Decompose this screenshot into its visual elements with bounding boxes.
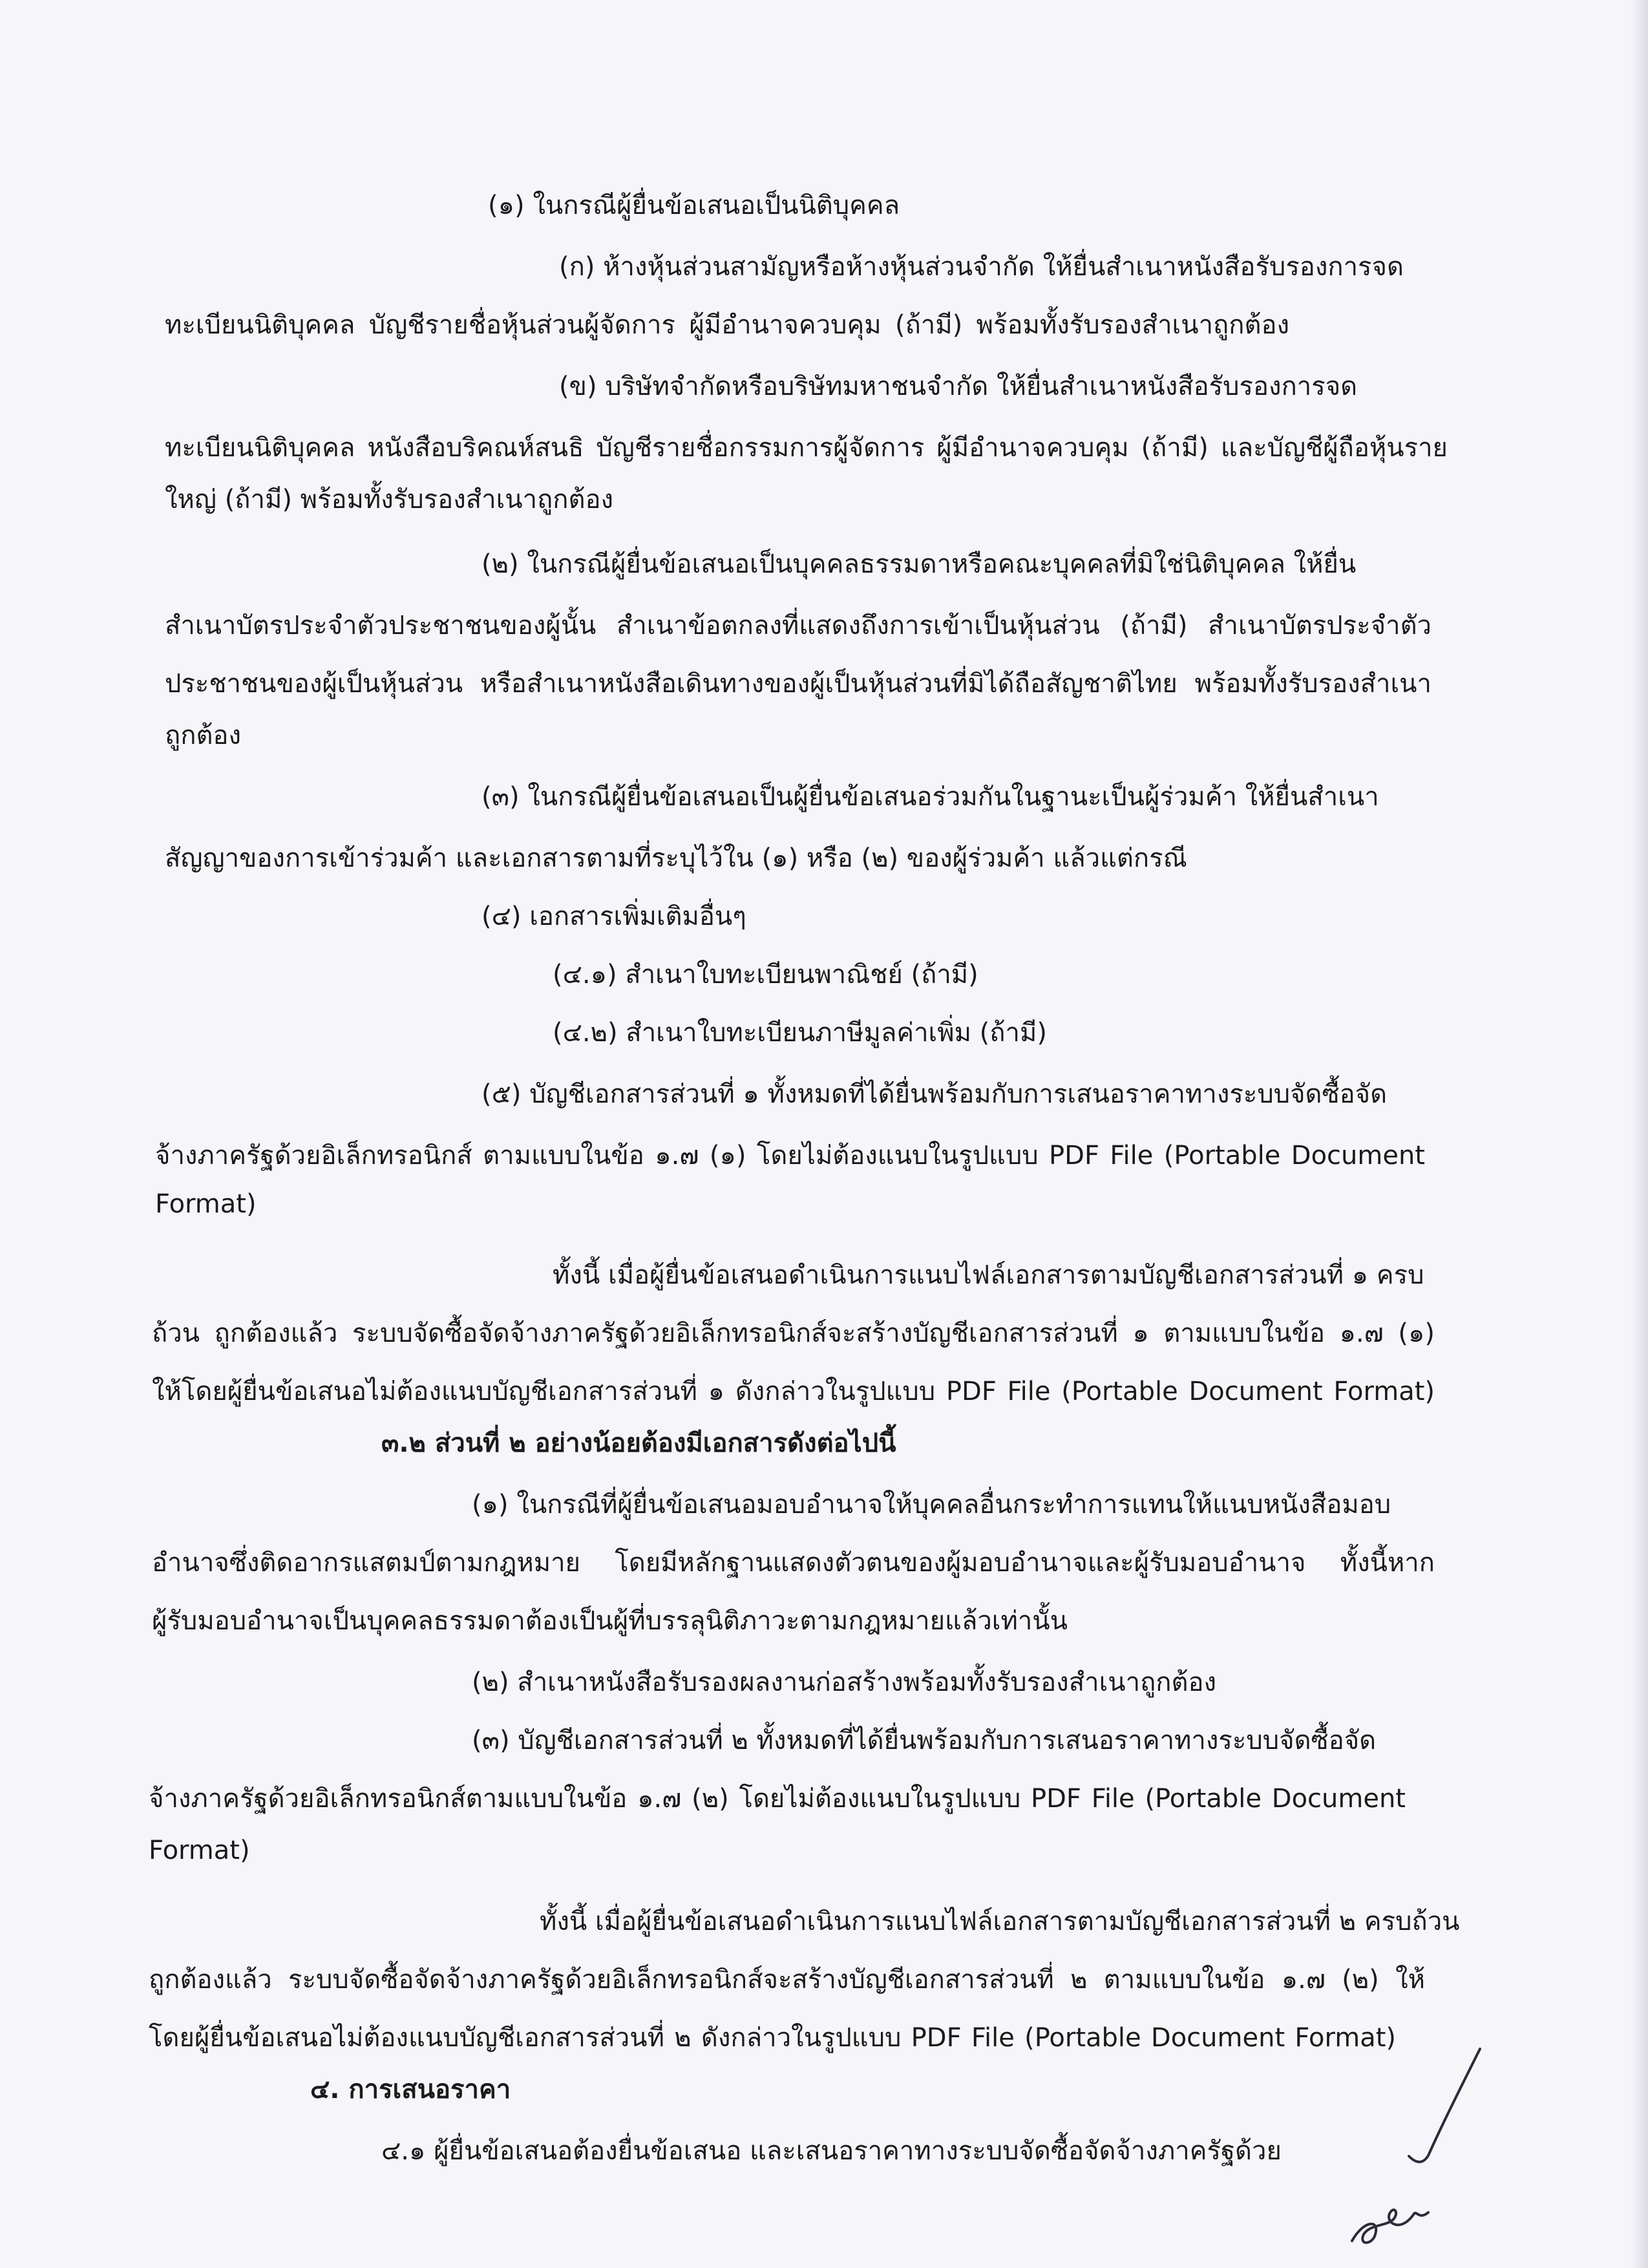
text-line: ผู้รับมอบอำนาจเป็นบุคคลธรรมดาต้องเป็นผู้ที่บรรลุนิติภาวะตามกฎหมายแล้วเท่านั้น	[152, 1606, 1068, 1636]
text-line: (๒) สำเนาหนังสือรับรองผลงานก่อสร้างพร้อมทั้งรับรองสำเนาถูกต้อง	[472, 1668, 1217, 1697]
text-line: ถูกต้องแล้ว ระบบจัดซื้อจัดจ้างภาครัฐด้วยอิเล็กทรอนิกส์จะสร้างบัญชีเอกสารส่วนที่ ๒ ตามแบบในข้อ ๑.๗ (๒) ให้	[149, 1965, 1425, 1995]
text-line: จ้างภาครัฐด้วยอิเล็กทรอนิกส์ ตามแบบในข้อ ๑.๗ (๑) โดยไม่ต้องแนบในรูปแบบ PDF File (Portable Document	[155, 1141, 1425, 1171]
section-heading: ๓.๒ ส่วนที่ ๒ อย่างน้อยต้องมีเอกสารดังต่อไปนี้	[381, 1428, 896, 1458]
text-line: ให้โดยผู้ยื่นข้อเสนอไม่ต้องแนบบัญชีเอกสารส่วนที่ ๑ ดังกล่าวในรูปแบบ PDF File (Portable Document Format)	[152, 1377, 1435, 1406]
text-line: (๔.๒) สำเนาใบทะเบียนภาษีมูลค่าเพิ่ม (ถ้ามี)	[553, 1018, 1047, 1048]
text-line: อำนาจซึ่งติดอากรแสตมป์ตามกฎหมาย โดยมีหลักฐานแสดงตัวตนของผู้มอบอำนาจและผู้รับมอบอำนาจ ทั้งนี้หาก	[152, 1548, 1435, 1578]
text-line: (๑) ในกรณีผู้ยื่นข้อเสนอเป็นนิติบุคคล	[488, 191, 900, 220]
text-line: (๓) บัญชีเอกสารส่วนที่ ๒ ทั้งหมดที่ได้ยื่นพร้อมกับการเสนอราคาทางระบบจัดซื้อจัด	[472, 1726, 1377, 1755]
scan-edge	[1630, 0, 1648, 2268]
text-line: โดยผู้ยื่นข้อเสนอไม่ต้องแนบบัญชีเอกสารส่วนที่ ๒ ดังกล่าวในรูปแบบ PDF File (Portable Document Format)	[149, 2023, 1396, 2053]
text-line: สำเนาบัตรประจำตัวประชาชนของผู้นั้น สำเนาข้อตกลงที่แสดงถึงการเข้าเป็นหุ้นส่วน (ถ้ามี) สำเนาบัตรประจำตัว	[165, 611, 1431, 641]
text-line: (๑) ในกรณีที่ผู้ยื่นข้อเสนอมอบอำนาจให้บุคคลอื่นกระทำการแทนให้แนบหนังสือมอบ	[472, 1490, 1391, 1520]
text-line: (ก) ห้างหุ้นส่วนสามัญหรือห้างหุ้นส่วนจำกัด ให้ยื่นสำเนาหนังสือรับรองการจด	[559, 252, 1404, 282]
text-line: ๔.๑ ผู้ยื่นข้อเสนอต้องยื่นข้อเสนอ และเสนอราคาทางระบบจัดซื้อจัดจ้างภาครัฐด้วย	[381, 2136, 1282, 2166]
text-line: Format)	[155, 1189, 257, 1219]
text-line: (ข) บริษัทจำกัดหรือบริษัทมหาชนจำกัด ให้ยื่นสำเนาหนังสือรับรองการจด	[559, 372, 1358, 401]
initials-signature	[1344, 2194, 1441, 2259]
text-line: ทะเบียนนิติบุคคล หนังสือบริคณห์สนธิ บัญชีรายชื่อกรรมการผู้จัดการ ผู้มีอำนาจควบคุม (ถ้ามี) และบัญชีผู้ถือหุ้นราย	[165, 433, 1448, 463]
text-line: (๒) ในกรณีผู้ยื่นข้อเสนอเป็นบุคคลธรรมดาหรือคณะบุคคลที่มิใช่นิติบุคคล ให้ยื่น	[481, 549, 1357, 579]
section-heading: ๔. การเสนอราคา	[310, 2075, 511, 2104]
text-line: ประชาชนของผู้เป็นหุ้นส่วน หรือสำเนาหนังสือเดินทางของผู้เป็นหุ้นส่วนที่มิได้ถือสัญชาติไทย พร้อมทั้งรับรองสำเนา	[165, 669, 1431, 699]
pen-stroke-mark	[1389, 2042, 1493, 2172]
text-line: ใหญ่ (ถ้ามี) พร้อมทั้งรับรองสำเนาถูกต้อง	[165, 485, 614, 514]
text-line: ทะเบียนนิติบุคคล บัญชีรายชื่อหุ้นส่วนผู้จัดการ ผู้มีอำนาจควบคุม (ถ้ามี) พร้อมทั้งรับรองสำเนาถูกต้อง	[165, 310, 1289, 340]
text-line: ทั้งนี้ เมื่อผู้ยื่นข้อเสนอดำเนินการแนบไฟล์เอกสารตามบัญชีเอกสารส่วนที่ ๑ ครบ	[553, 1260, 1424, 1290]
text-line: ถ้วน ถูกต้องแล้ว ระบบจัดซื้อจัดจ้างภาครัฐด้วยอิเล็กทรอนิกส์จะสร้างบัญชีเอกสารส่วนที่ ๑ ตามแบบในข้อ ๑.๗ (๑)	[152, 1319, 1435, 1348]
text-line: (๕) บัญชีเอกสารส่วนที่ ๑ ทั้งหมดที่ได้ยื่นพร้อมกับการเสนอราคาทางระบบจัดซื้อจัด	[481, 1079, 1388, 1109]
text-line: สัญญาของการเข้าร่วมค้า และเอกสารตามที่ระบุไว้ใน (๑) หรือ (๒) ของผู้ร่วมค้า แล้วแต่กรณี	[165, 843, 1187, 873]
text-line: จ้างภาครัฐด้วยอิเล็กทรอนิกส์ตามแบบในข้อ ๑.๗ (๒) โดยไม่ต้องแนบในรูปแบบ PDF File (Portable Document	[149, 1784, 1406, 1814]
text-line: (๓) ในกรณีผู้ยื่นข้อเสนอเป็นผู้ยื่นข้อเสนอร่วมกันในฐานะเป็นผู้ร่วมค้า ให้ยื่นสำเนา	[481, 782, 1379, 812]
text-line: ทั้งนี้ เมื่อผู้ยื่นข้อเสนอดำเนินการแนบไฟล์เอกสารตามบัญชีเอกสารส่วนที่ ๒ ครบถ้วน	[540, 1907, 1460, 1936]
text-line: (๔.๑) สำเนาใบทะเบียนพาณิชย์ (ถ้ามี)	[553, 960, 978, 990]
text-line: ถูกต้อง	[165, 721, 241, 750]
text-line: (๔) เอกสารเพิ่มเติมอื่นๆ	[481, 902, 746, 931]
text-line: Format)	[149, 1836, 250, 1865]
